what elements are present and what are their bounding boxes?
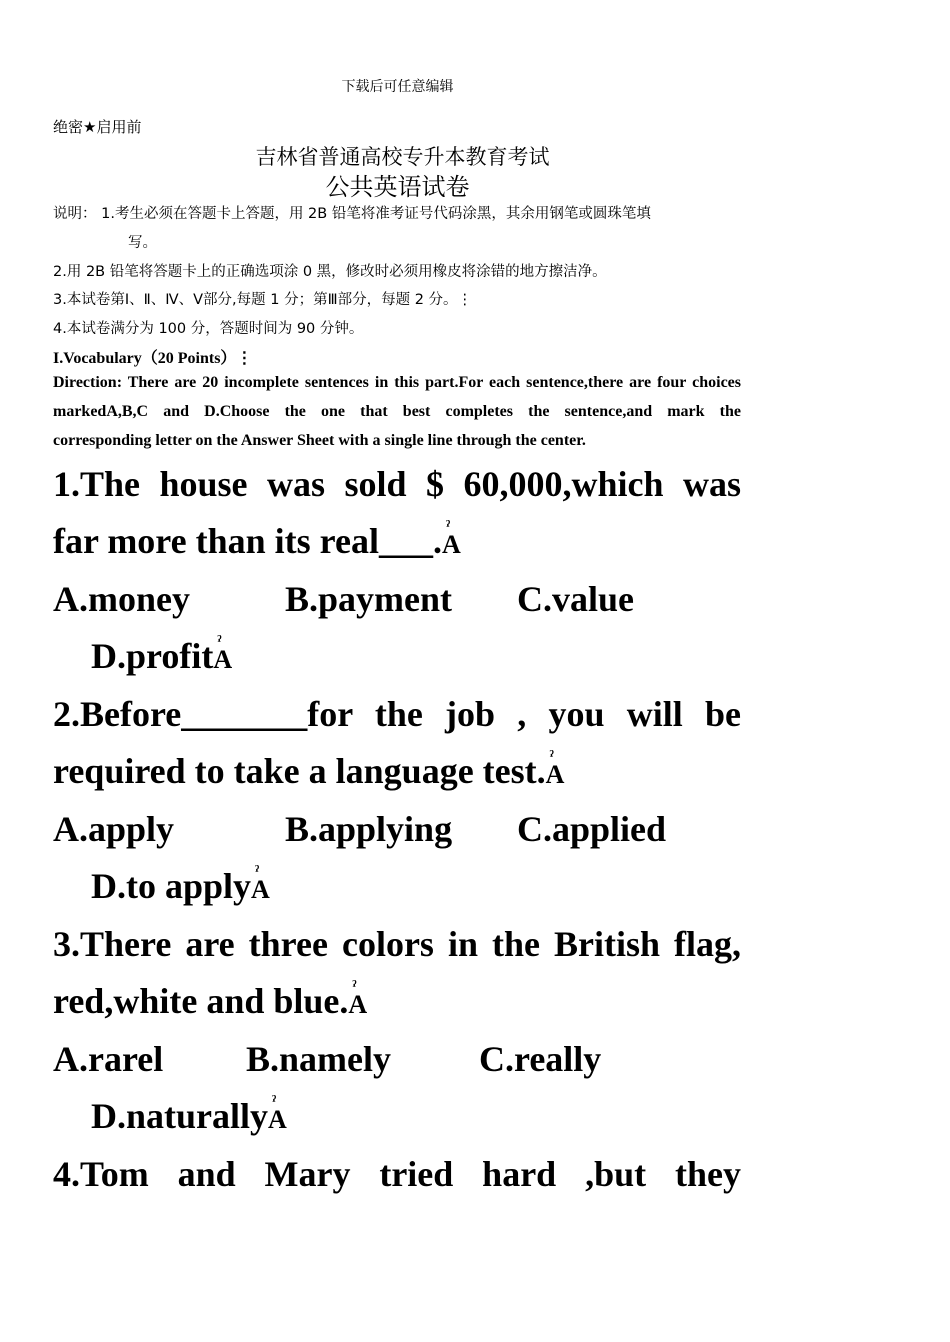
question-1-option-c: C.value xyxy=(517,579,634,619)
question-4-line-1: 4.Tom and Mary tried hard ,but they xyxy=(53,1154,741,1194)
direction-line-2: markedA,B,C and D.Choose the one that best completes the sentence,and mark the xyxy=(53,403,741,420)
question-3-stem: red,white and blue. xyxy=(53,981,349,1021)
question-3-line-2 xyxy=(53,980,367,1022)
question-2-line-2 xyxy=(53,750,564,792)
question-2-option-a: A.apply xyxy=(53,809,175,849)
question-3-option-d-line xyxy=(91,1095,287,1137)
marker-glyph xyxy=(441,518,461,560)
instruction-line-1-continued: 写。 xyxy=(128,235,157,251)
confidential-mark: 绝密★启用前 xyxy=(53,118,142,136)
marker-letter: A xyxy=(251,875,270,904)
question-1-option-d-line xyxy=(91,635,232,677)
marker-letter: A xyxy=(213,645,233,674)
marker-hook: ˀ xyxy=(549,748,554,765)
question-3-option-c: C.really xyxy=(479,1039,602,1079)
question-1-line-2 xyxy=(53,520,461,562)
marker-hook: ˀ xyxy=(445,518,450,535)
direction-line-1: Direction: There are 20 incomplete sentences in this part.For each sentence,there are four choices xyxy=(53,374,741,391)
direction-line-3: corresponding letter on the Answer Sheet with a single line through the center. xyxy=(53,432,586,449)
instruction-line-3: 3.本试卷第Ⅰ、Ⅱ、Ⅳ、Ⅴ部分,每题 1 分；第Ⅲ部分，每题 2 分。⋮ xyxy=(53,292,473,308)
question-2-stem: required to take a language test. xyxy=(53,751,546,791)
question-1-option-d: D.profit xyxy=(91,636,214,676)
marker-letter: A xyxy=(545,760,565,789)
marker-hook: ˀ xyxy=(255,863,260,880)
question-1-option-b: B.payment xyxy=(285,579,453,619)
marker-glyph xyxy=(348,978,368,1020)
exam-subtitle: 公共英语试卷 xyxy=(325,173,470,201)
instruction-line-2: 2.用 2B 铅笔将答题卡上的正确选项涂 0 黑，修改时必须用橡皮将涂错的地方擦洁净。 xyxy=(53,264,607,280)
question-3-option-b: B.namely xyxy=(246,1039,392,1079)
question-2-line-1: 2.Before_______for the job , you will be xyxy=(53,694,741,734)
instruction-line-4: 4.本试卷满分为 100 分，答题时间为 90 分钟。 xyxy=(53,321,364,337)
instruction-line-1: 说明： 1.考生必须在答题卡上答题，用 2B 铅笔将准考证号代码涂黑，其余用钢笔或圆珠笔填 xyxy=(53,206,651,222)
download-note: 下载后可任意编辑 xyxy=(341,79,454,95)
marker-letter: A xyxy=(268,1105,287,1134)
question-3-line-1: 3.There are three colors in the British flag, xyxy=(53,924,741,964)
marker-glyph xyxy=(545,748,565,790)
marker-hook: ˀ xyxy=(352,978,357,995)
question-3-option-d: D.naturally xyxy=(91,1096,269,1136)
question-1-stem: far more than its real___. xyxy=(53,521,442,561)
question-2-option-c: C.applied xyxy=(517,809,667,849)
marker-hook: ˀ xyxy=(217,633,222,650)
question-1-option-a: A.money xyxy=(53,579,190,619)
marker-glyph xyxy=(251,863,270,905)
exam-title: 吉林省普通高校专升本教育考试 xyxy=(255,145,550,169)
question-3-option-a: A.rarel xyxy=(53,1039,164,1079)
section-heading: I.Vocabulary（20 Points）⋮ xyxy=(53,350,253,367)
question-2-option-b: B.applying xyxy=(285,809,453,849)
question-1-line-1: 1.The house was sold $ 60,000,which was xyxy=(53,464,741,504)
marker-letter: A xyxy=(441,530,461,559)
marker-glyph xyxy=(213,633,233,675)
marker-hook: ˀ xyxy=(272,1093,277,1110)
question-2-option-d: D.to apply xyxy=(91,866,252,906)
question-2-option-d-line xyxy=(91,865,270,907)
marker-letter: A xyxy=(348,990,368,1019)
marker-glyph xyxy=(268,1093,287,1135)
